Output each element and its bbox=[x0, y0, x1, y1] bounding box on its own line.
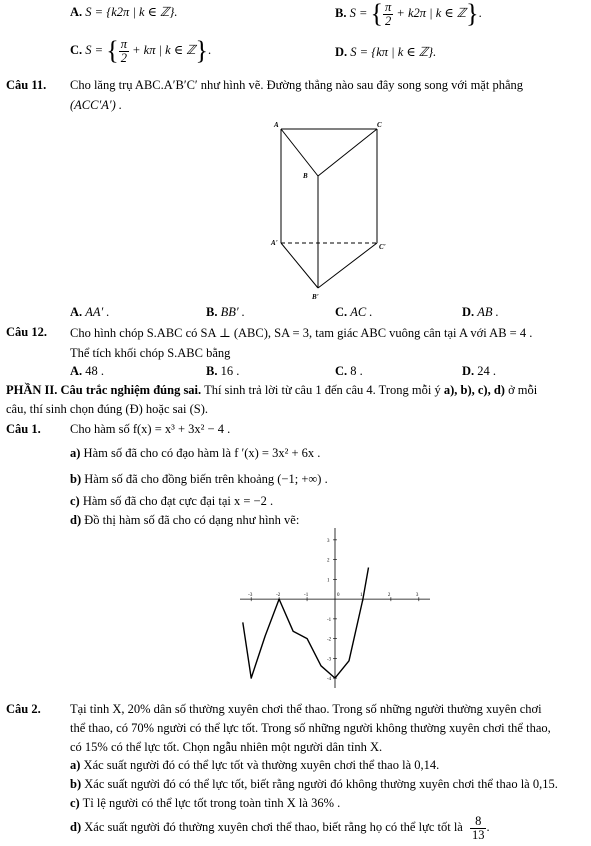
prev-option-a bbox=[70, 4, 177, 20]
q11-option-c bbox=[335, 305, 373, 320]
denominator: 13 bbox=[471, 827, 485, 842]
fraction bbox=[470, 815, 487, 841]
question-stem: thể thao, có 70% người có thể lực tốt. Trong số những người không thường xuyên chơi thể thao, bbox=[70, 721, 551, 735]
edge-bc bbox=[318, 129, 377, 176]
c1-statement-c bbox=[70, 494, 273, 509]
y-tick-label: 3 bbox=[327, 538, 330, 544]
left-brace: { bbox=[106, 36, 119, 65]
edge-ab bbox=[281, 129, 318, 176]
statement-text: Tỉ lệ người có thể lực tốt trong toàn tỉnh X là 36% . bbox=[82, 796, 341, 810]
prev-option-b: B. S = { $\frac{\pi}{2}$ + k2π | k ∈ ℤ}. bbox=[335, 0, 482, 28]
function-graph bbox=[240, 528, 430, 688]
option-label: D. bbox=[462, 305, 475, 319]
y-tick-label: -4 bbox=[327, 677, 332, 683]
option-label: C. bbox=[335, 305, 348, 319]
part2-abcd: a), b), c), d) bbox=[443, 383, 505, 397]
question-number: Câu 12. bbox=[6, 325, 47, 339]
vertex-label-b1: B' bbox=[312, 293, 319, 301]
statement-text: Hàm số đã cho đạt cực đại tại x = −2 . bbox=[82, 494, 274, 508]
c2-statement-c bbox=[70, 796, 340, 811]
c2-statement-b bbox=[70, 777, 558, 792]
vertex-label-a1: A' bbox=[271, 239, 278, 247]
statement-text: Hàm số đã cho đồng biến trên khoảng (−1; +∞) . bbox=[84, 472, 328, 486]
fraction bbox=[383, 1, 393, 27]
option-text: AC . bbox=[350, 305, 373, 319]
right-brace: } bbox=[195, 36, 208, 65]
y-tick-label: -3 bbox=[327, 657, 332, 663]
option-text: AB . bbox=[477, 305, 499, 319]
prism-figure bbox=[255, 118, 405, 303]
question-stem: có 15% có thể lực tốt. Chọn ngẫu nhiên một người dân tỉnh X. bbox=[70, 740, 383, 754]
question-stem: Cho hàm số f(x) = x³ + 3x² − 4 . bbox=[70, 422, 231, 436]
numerator: π bbox=[120, 37, 127, 51]
q12-option-b bbox=[206, 364, 239, 379]
statement-label: a) bbox=[70, 758, 81, 772]
fraction bbox=[119, 38, 129, 64]
origin-label: 0 bbox=[337, 593, 340, 599]
edge-a1b1 bbox=[281, 243, 318, 288]
denominator: 2 bbox=[385, 13, 392, 28]
statement-text: Đồ thị hàm số đã cho có dạng như hình vẽ: bbox=[84, 513, 300, 527]
statement-text: Xác suất người đó thường xuyên chơi thể thao, biết rằng họ có thể lực tốt là bbox=[84, 819, 463, 834]
q11-option-d bbox=[462, 305, 499, 320]
q12-option-c bbox=[335, 364, 363, 379]
vertex-label-c: C bbox=[377, 121, 382, 129]
c1-statement-d bbox=[70, 513, 299, 528]
q12-option-d bbox=[462, 364, 496, 379]
right-brace: } bbox=[466, 0, 479, 28]
left-brace: { bbox=[370, 0, 384, 28]
option-text: AA′ . bbox=[85, 305, 110, 319]
statement-text: Xác suất người đó có thể lực tốt và thường xuyên chơi thể thao là 0,14. bbox=[83, 758, 440, 772]
edge-b1c1 bbox=[318, 243, 377, 288]
q12-option-a bbox=[70, 364, 104, 379]
statement-label: c) bbox=[70, 494, 80, 508]
statement-label: c) bbox=[70, 796, 80, 810]
statement-label: b) bbox=[70, 472, 82, 486]
option-text: 48 . bbox=[85, 364, 105, 378]
part2-instructions: Thí sinh trả lời từ câu 1 đến câu 4. Trong mỗi ý bbox=[201, 383, 444, 397]
option-pre: S = bbox=[349, 5, 368, 20]
c2-statement-a bbox=[70, 758, 439, 773]
option-text: BB′ . bbox=[220, 305, 245, 319]
q11-option-a bbox=[70, 305, 110, 320]
question-text: Cho lăng trụ ABC.A′B′C′ như hình vẽ. Đường thẳng nào sau đây song song với mặt phẳng bbox=[70, 78, 524, 92]
question-text: Thể tích khối chóp S.ABC bằng bbox=[70, 346, 231, 360]
statement-label: d) bbox=[70, 513, 82, 527]
vertex-label-c1: C' bbox=[379, 243, 386, 251]
function-curve bbox=[243, 568, 369, 679]
question-number: Câu 11. bbox=[6, 78, 47, 92]
part2-heading: PHẦN II. Câu trắc nghiệm đúng sai. bbox=[6, 383, 202, 397]
denominator: 2 bbox=[120, 50, 127, 65]
option-text: S = {k2π | k ∈ ℤ}. bbox=[85, 5, 178, 19]
option-label: C. bbox=[335, 364, 348, 378]
option-label: D. bbox=[335, 45, 348, 59]
statement-text: Hàm số đã cho có đạo hàm là f ′(x) = 3x² + 6x . bbox=[83, 446, 321, 460]
option-label: B. bbox=[335, 5, 347, 20]
numerator: π bbox=[385, 0, 392, 14]
vertex-label-b: B bbox=[303, 172, 308, 180]
option-pre: S = bbox=[85, 42, 104, 57]
x-tick-label: 2 bbox=[387, 593, 391, 599]
vertex-label-a: A bbox=[274, 121, 279, 129]
c1-statement-b bbox=[70, 472, 328, 487]
c1-statement-a bbox=[70, 446, 320, 461]
question-text: Cho hình chóp S.ABC có SA ⊥ (ABC), SA = 3, tam giác ABC vuông cân tại A với AB = 4 . bbox=[70, 326, 533, 340]
part2-heading-line bbox=[6, 383, 537, 398]
question-text: (ACC′A′) . bbox=[70, 98, 122, 112]
question-number: Câu 2. bbox=[6, 702, 41, 716]
option-label: A. bbox=[70, 364, 83, 378]
y-tick-label: 1 bbox=[327, 578, 330, 584]
statement-label: d) bbox=[70, 819, 82, 834]
prev-option-c: C. S = { $\frac{\pi}{2}$ + kπ | k ∈ ℤ}. bbox=[70, 36, 212, 65]
option-post: + kπ | k ∈ ℤ bbox=[132, 42, 196, 57]
question-number: Câu 1. bbox=[6, 422, 41, 436]
option-label: B. bbox=[206, 305, 218, 319]
statement-label: a) bbox=[70, 446, 81, 460]
part2-instructions-end: ở mỗi bbox=[504, 383, 538, 397]
option-text: 16 . bbox=[220, 364, 240, 378]
numerator: 8 bbox=[470, 815, 487, 829]
part2-instructions-line2: câu, thí sinh chọn đúng (Đ) hoặc sai (S). bbox=[6, 402, 209, 416]
x-tick-label: -1 bbox=[304, 593, 309, 599]
y-tick-label: -2 bbox=[327, 637, 332, 643]
question-stem: Tại tỉnh X, 20% dân số thường xuyên chơi thể thao. Trong số những người thường xuyên chơi bbox=[70, 702, 542, 716]
option-text: S = {kπ | k ∈ ℤ}. bbox=[350, 45, 437, 59]
option-text: 24 . bbox=[477, 364, 497, 378]
option-label: A. bbox=[70, 305, 83, 319]
option-label: D. bbox=[462, 364, 475, 378]
x-tick-label: -2 bbox=[276, 593, 281, 599]
option-label: A. bbox=[70, 5, 83, 19]
x-tick-label: 1 bbox=[359, 593, 363, 599]
option-post: + k2π | k ∈ ℤ bbox=[396, 5, 467, 20]
y-tick-label: 2 bbox=[327, 558, 330, 564]
q11-option-b bbox=[206, 305, 245, 320]
statement-text: Xác suất người đó có thể lực tốt, biết rằng người đó không thường xuyên chơi thể thao là 0,15. bbox=[84, 777, 558, 791]
x-tick-label: -3 bbox=[248, 593, 253, 599]
prev-option-d bbox=[335, 44, 436, 60]
option-text: 8 . bbox=[350, 364, 363, 378]
x-tick-label: 3 bbox=[415, 593, 419, 599]
c2-statement-d: d) Xác suất người đó thường xuyên chơi thể thao, biết rằng họ có thể lực tốt là $\frac{8}{13}$ . bbox=[70, 814, 490, 842]
y-tick-label: -1 bbox=[327, 617, 332, 623]
option-label: B. bbox=[206, 364, 218, 378]
statement-label: b) bbox=[70, 777, 82, 791]
option-label: C. bbox=[70, 42, 83, 57]
